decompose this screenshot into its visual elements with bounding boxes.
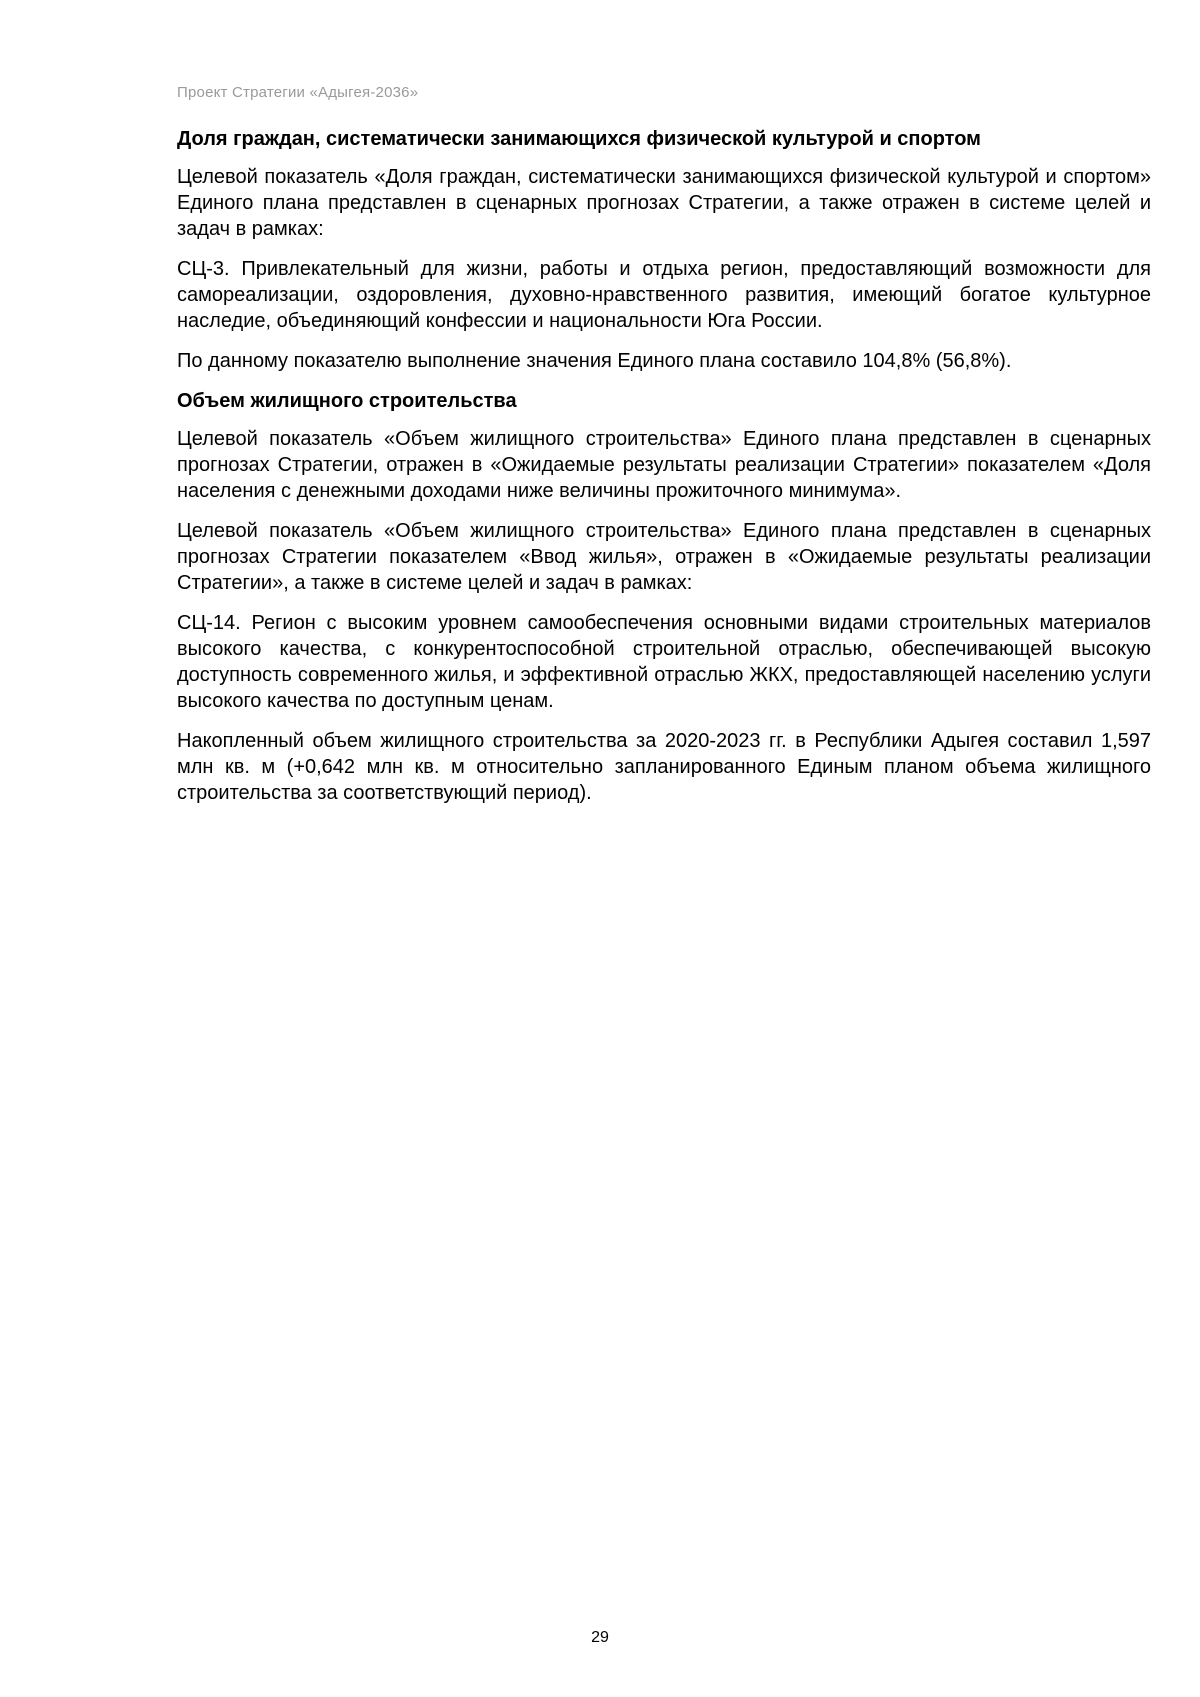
- section-heading-housing: Объем жилищного строительства: [177, 390, 517, 412]
- paragraph: СЦ-3. Привлекательный для жизни, работы и отдыха регион, предоставляющий возможности для самореализации, оздоровления, духовно-нравственного развития, имеющий богатое культурное наследие, объединяющий конфессии и национальности Юга России.: [177, 258, 1151, 332]
- page-number: 29: [591, 1629, 609, 1646]
- section-heading-sport: Доля граждан, систематически занимающихся физической культурой и спортом: [177, 128, 981, 150]
- paragraph: Накопленный объем жилищного строительства за 2020-2023 гг. в Республики Адыгея составил 1,597 млн кв. м (+0,642 млн кв. м относительно запланированного Единым планом объема жилищного строительства за соответствующий период).: [177, 730, 1151, 804]
- paragraph: Целевой показатель «Объем жилищного строительства» Единого плана представлен в сценарных прогнозах Стратегии, отражен в «Ожидаемые результаты реализации Стратегии» показателем «Доля населения с денежными доходами ниже величины прожиточного минимума».: [177, 428, 1151, 502]
- document-body: [177, 126, 1151, 820]
- running-header: Проект Стратегии «Адыгея-2036»: [177, 84, 419, 101]
- paragraph: СЦ-14. Регион с высоким уровнем самообеспечения основными видами строительных материалов высокого качества, с конкурентоспособной строительной отраслью, обеспечивающей высокую доступность современного жилья, и эффективной отраслью ЖКХ, предоставляющей населению услуги высокого качества по доступным ценам.: [177, 612, 1151, 712]
- paragraph: Целевой показатель «Доля граждан, систематически занимающихся физической культурой и спортом» Единого плана представлен в сценарных прогнозах Стратегии, а также отражен в системе целей и задач в рамках:: [177, 166, 1151, 240]
- paragraph: Целевой показатель «Объем жилищного строительства» Единого плана представлен в сценарных прогнозах Стратегии показателем «Ввод жилья», отражен в «Ожидаемые результаты реализации Стратегии», а также в системе целей и задач в рамках:: [177, 520, 1151, 594]
- paragraph: По данному показателю выполнение значения Единого плана составило 104,8% (56,8%).: [177, 350, 1012, 372]
